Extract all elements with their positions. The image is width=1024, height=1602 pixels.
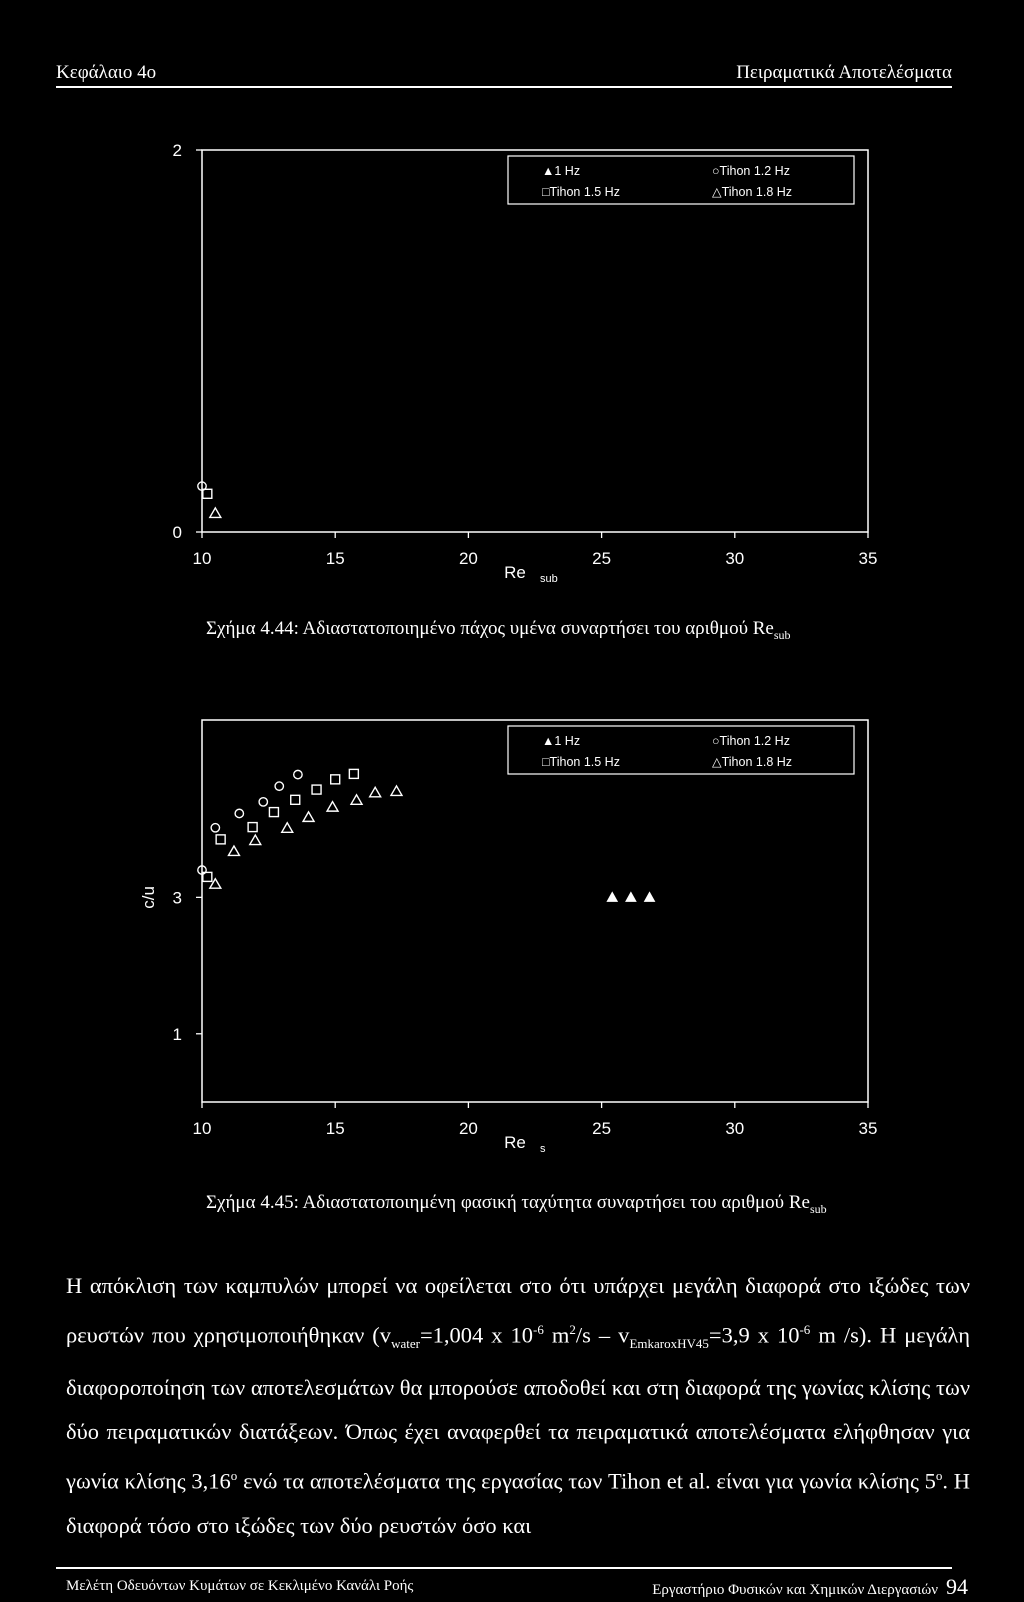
x-tick-label: 15 — [325, 549, 345, 568]
data-point-filled-triangle — [607, 892, 617, 901]
data-point-square — [248, 823, 257, 832]
x-tick-label: 35 — [858, 549, 878, 568]
legend-entry: □Tihon 1.5 Hz — [542, 755, 620, 769]
plot-frame — [202, 150, 868, 532]
x-tick-label: 25 — [592, 1119, 612, 1138]
legend-entry: △Tihon 1.8 Hz — [712, 755, 793, 769]
x-tick-label: 20 — [458, 549, 478, 568]
data-point-triangle — [391, 786, 402, 796]
caption-sub: sub — [809, 1201, 827, 1216]
data-point-triangle — [250, 835, 261, 845]
y-tick-label: 0 — [172, 523, 182, 542]
data-point-square — [291, 795, 300, 804]
legend-entry: ○Tihon 1.2 Hz — [712, 734, 790, 748]
legend-entry: ○Tihon 1.2 Hz — [712, 164, 790, 178]
data-point-circle — [211, 824, 219, 832]
x-tick-label: 20 — [458, 1119, 478, 1138]
data-point-square — [331, 775, 340, 784]
footer-rule — [56, 1567, 952, 1569]
data-point-triangle — [303, 812, 314, 822]
data-point-square — [269, 808, 278, 817]
data-point-filled-triangle — [645, 892, 655, 901]
caption-text: Σχήμα 4.45: Αδιαστατοποιημένη φασική ταχύτητα συναρτήσει του αριθμού Re — [206, 1192, 810, 1213]
figure-4-44 — [0, 130, 1024, 590]
data-point-circle — [294, 770, 302, 778]
legend-entry: □Tihon 1.5 Hz — [542, 185, 620, 199]
x-tick-label: 30 — [725, 1119, 745, 1138]
data-point-filled-triangle — [626, 892, 636, 901]
x-axis-label-sub: s — [540, 1143, 546, 1155]
footer-lab-name: Εργαστήριο Φυσικών και Χημικών Διεργασιών — [652, 1582, 938, 1598]
data-point-triangle — [228, 846, 239, 856]
phase-velocity-chart — [0, 700, 1024, 1160]
x-axis-label: Re — [504, 1133, 526, 1152]
data-point-triangle — [351, 795, 362, 805]
legend-entry: △Tihon 1.8 Hz — [712, 185, 793, 199]
caption-sub: sub — [773, 627, 791, 642]
header-section: Πειραματικά Αποτελέσματα — [736, 62, 952, 83]
data-point-triangle — [210, 508, 221, 518]
data-point-triangle — [282, 823, 293, 833]
header-rule — [56, 86, 952, 88]
x-tick-label: 10 — [192, 549, 212, 568]
data-point-triangle — [370, 787, 381, 797]
header-chapter: Κεφάλαιο 4ο — [56, 62, 157, 83]
footer-title: Μελέτη Οδευόντων Κυμάτων σε Κεκλιμένο Κανάλι Ροής — [66, 1578, 414, 1594]
page-header — [56, 62, 952, 86]
y-tick-label: 2 — [172, 141, 182, 160]
data-point-circle — [259, 798, 267, 806]
x-tick-label: 25 — [592, 549, 612, 568]
figure-4-44-caption — [206, 618, 791, 643]
footer-lab — [652, 1574, 968, 1600]
legend-entry: ▲1 Hz — [542, 164, 581, 178]
x-tick-label: 35 — [858, 1119, 878, 1138]
data-point-square — [312, 785, 321, 794]
body-paragraph: Η απόκλιση των καμπυλών μπορεί να οφείλεται στο ότι υπάρχει μεγάλη διαφορά στο ιξώδες των ρευστών που χρησιμοποιήθηκαν ($v_{water}=1,004$ x $10^{-6}$ $m^2/s - v_{EmkaroxHV45}=3,9$ x $10^{-6}$ m /s). Η μεγάλη διαφοροποίηση των αποτελεσμάτων θα μπορούσε αποδοθεί και στη διαφορά της γωνίας κλίσης των δύο πειραματικών διατάξεων. Όπως έχει αναφερθεί τα πειραματικά αποτελέσματα ελήφθησαν για γωνία κλίσης 3,16$^o$ ενώ τα αποτελέσματα της εργασίας των Tihon et al. είναι για γωνία κλίσης 5$^o$. Η διαφορά τόσο στο ιξώδες των δύο ρευστών όσο και — [66, 1273, 971, 1538]
page-footer — [56, 1574, 968, 1598]
data-point-triangle — [327, 802, 338, 812]
figure-4-45-caption — [206, 1192, 827, 1217]
x-tick-label: 15 — [325, 1119, 345, 1138]
x-axis-label-sub: sub — [540, 573, 558, 585]
x-tick-label: 30 — [725, 549, 745, 568]
data-point-square — [349, 769, 358, 778]
caption-text: Σχήμα 4.44: Αδιαστατοποιημένο πάχος υμένα συναρτήσει του αριθμού Re — [206, 618, 774, 639]
data-point-circle — [235, 809, 243, 817]
x-axis-label: Re — [504, 563, 526, 582]
film-thickness-chart — [0, 130, 1024, 590]
data-point-square — [216, 835, 225, 844]
x-tick-label: 10 — [192, 1119, 212, 1138]
y-tick-label: 1 — [172, 1024, 182, 1044]
data-point-square — [203, 489, 212, 498]
y-tick-label: 3 — [172, 888, 182, 908]
data-point-circle — [275, 782, 283, 790]
figure-4-45 — [0, 700, 1024, 1160]
legend-entry: ▲1 Hz — [542, 734, 581, 748]
y-axis-label: c/u — [139, 886, 158, 909]
page-number: 94 — [946, 1574, 968, 1599]
